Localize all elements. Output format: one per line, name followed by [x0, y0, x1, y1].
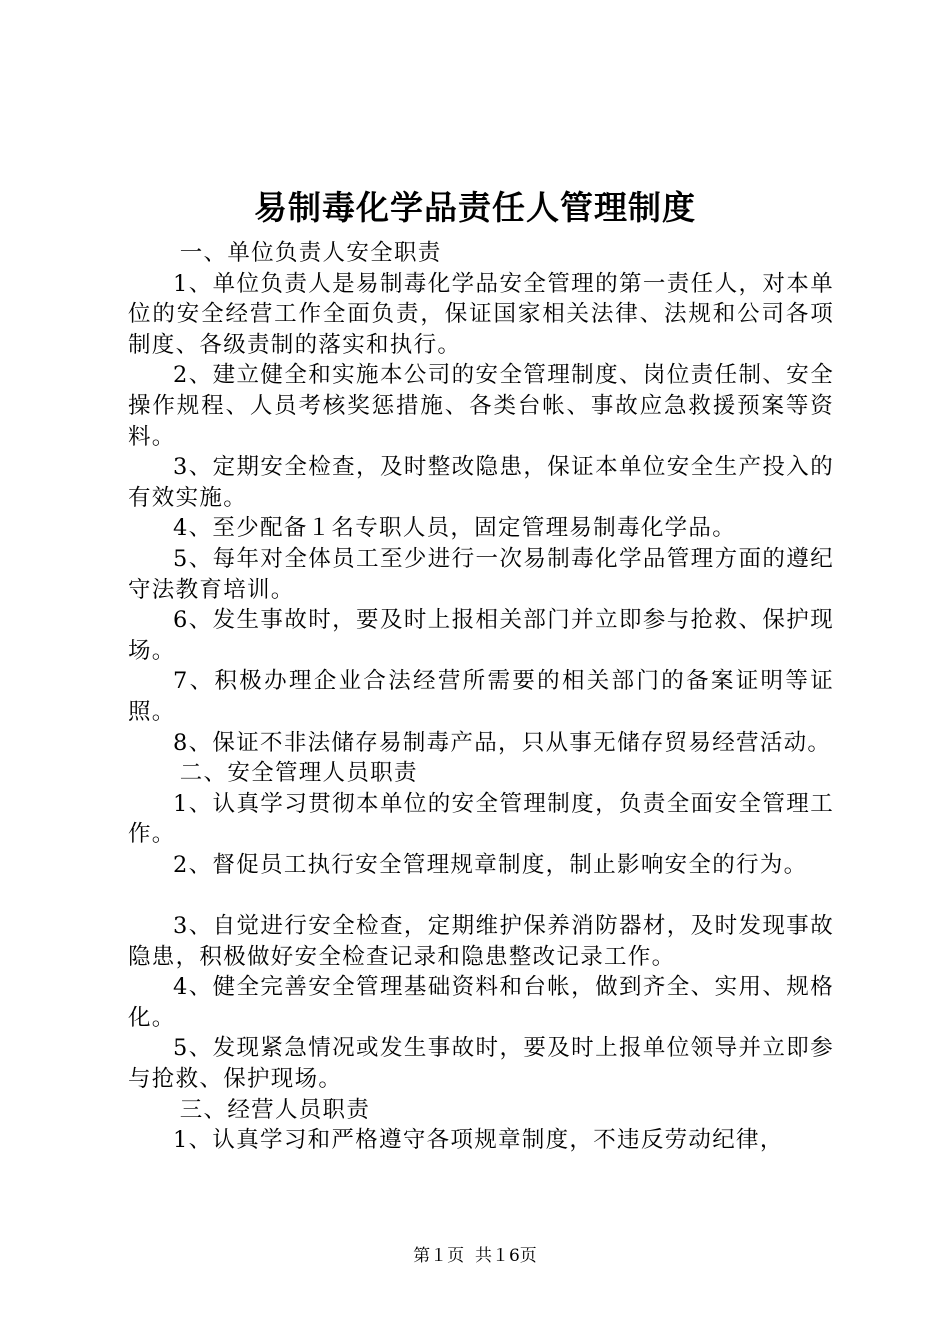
paragraph: 2、建立健全和实施本公司的安全管理制度、岗位责任制、安全操作规程、人员考核奖惩措施、各类台帐、事故应急救援预案等资料。 [128, 362, 834, 450]
paragraph: 1、认真学习贯彻本单位的安全管理制度，负责全面安全管理工作。 [128, 790, 834, 848]
section-heading: 一、单位负责人安全职责 [179, 240, 442, 266]
paragraph: 7、积极办理企业合法经营所需要的相关部门的备案证明等证照。 [128, 668, 834, 725]
paragraph: 5、每年对全体员工至少进行一次易制毒化学品管理方面的遵纪守法教育培训。 [128, 545, 834, 603]
document-body [128, 238, 834, 1156]
paragraph: 1、单位负责人是易制毒化学品安全管理的第一责任人，对本单位的安全经营工作全面负责，保证国家相关法律、法规和公司各项制度、各级责制的落实和执行。 [128, 270, 834, 358]
page-number: 第１页 [413, 1246, 465, 1266]
paragraph: 4、至少配备１名专职人员，固定管理易制毒化学品。 [173, 515, 737, 542]
page-total: 共１6页 [474, 1246, 537, 1266]
paragraph: 3、自觉进行安全检查，定期维护保养消防器材，及时发现事故隐患，积极做好安全检查记录和隐患整改记录工作。 [128, 913, 834, 970]
section-heading: 二、安全管理人员职责 [179, 760, 418, 787]
paragraph: 5、发现紧急情况或发生事故时，要及时上报单位领导并立即参与抢救、保护现场。 [128, 1035, 834, 1093]
page-footer [0, 1244, 950, 1268]
paragraph: 1、认真学习和严格遵守各项规章制度，不违反劳动纪律， [173, 1127, 784, 1154]
section-heading: 三、经营人员职责 [179, 1096, 371, 1123]
paragraph: 3、定期安全检查，及时整改隐患，保证本单位安全生产投入的有效实施。 [128, 454, 834, 511]
document-title: 易制毒化学品责任人管理制度 [254, 188, 696, 227]
paragraph: 2、督促员工执行安全管理规章制度，制止影响安全的行为。 [173, 851, 808, 878]
paragraph: 6、发生事故时，要及时上报相关部门并立即参与抢救、保护现场。 [128, 607, 834, 664]
paragraph: 4、健全完善安全管理基础资料和台帐，做到齐全、实用、规格化。 [128, 974, 834, 1031]
paragraph: 8、保证不非法储存易制毒产品，只从事无储存贸易经营活动。 [173, 729, 832, 756]
